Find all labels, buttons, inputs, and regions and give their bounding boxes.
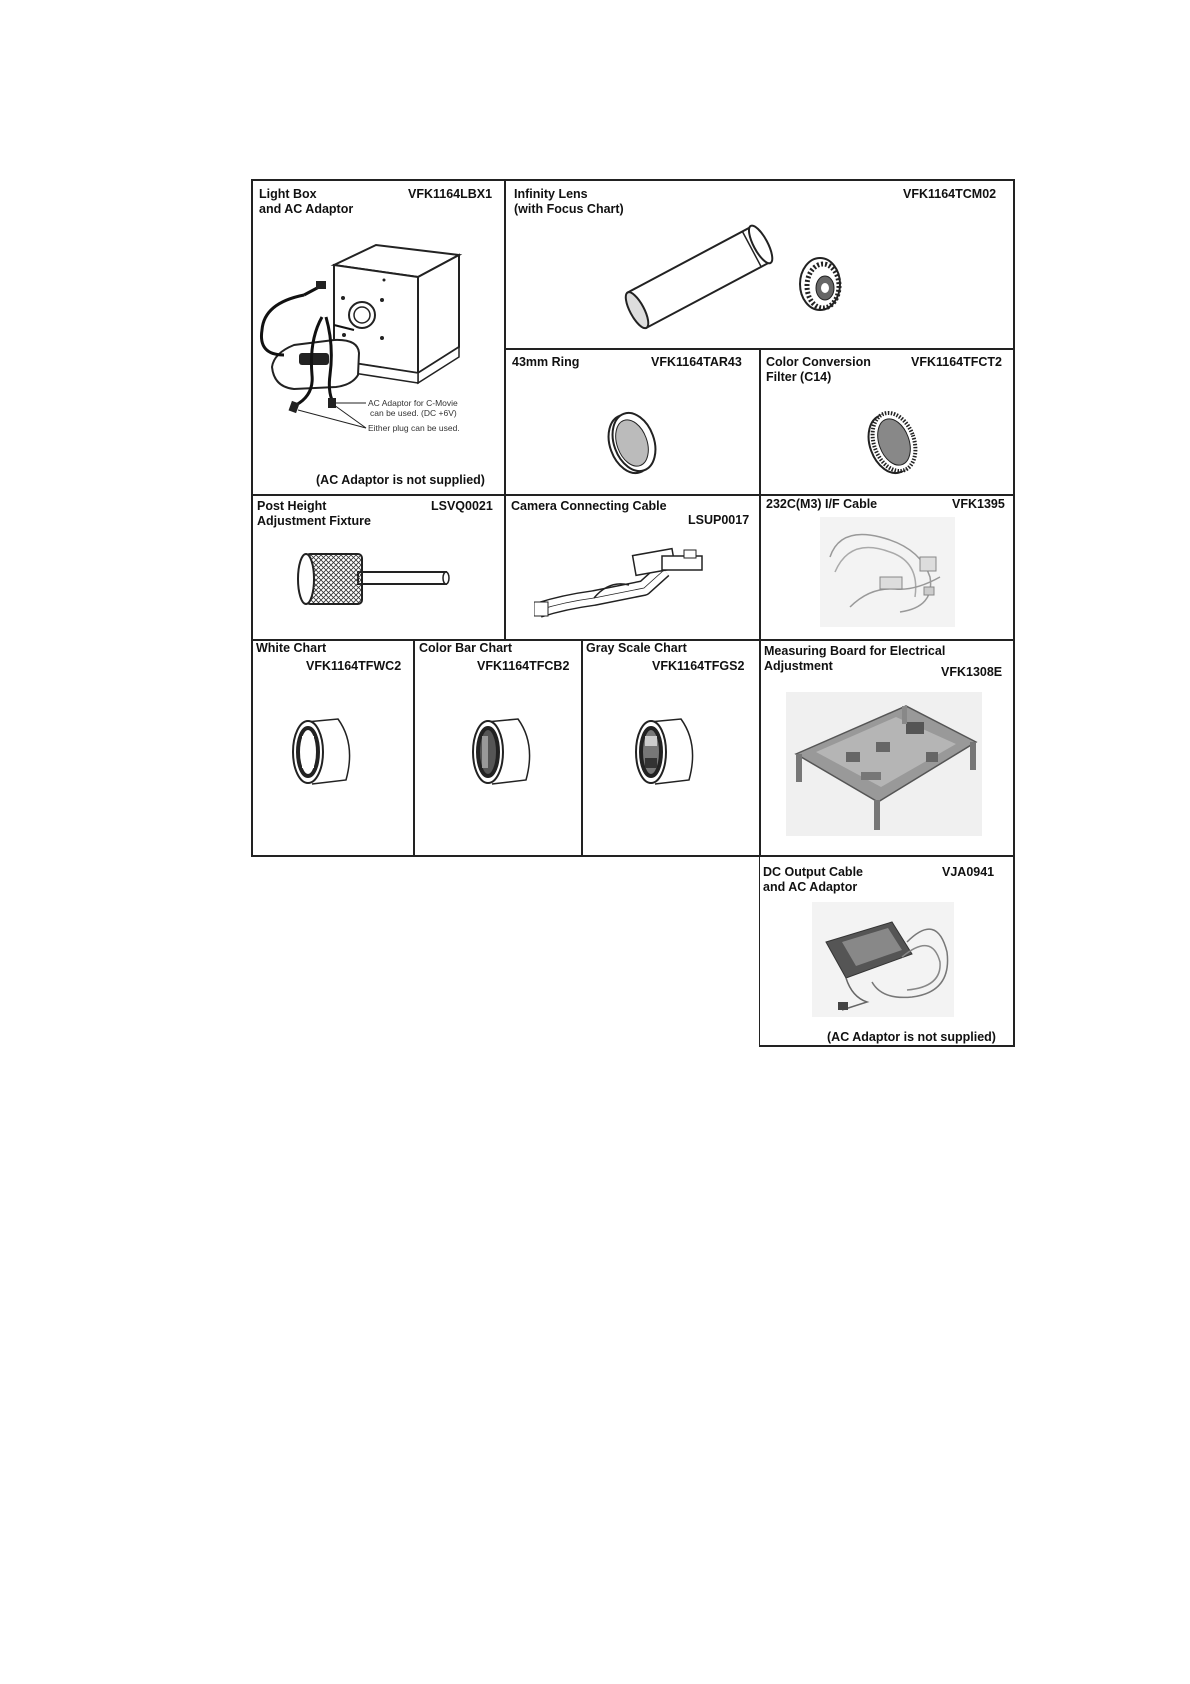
measuring-board-name: Measuring Board for Electrical Adjustment [764, 644, 946, 673]
dc-output-cable-name: DC Output Cable and AC Adaptor [763, 865, 863, 894]
white-chart-illustration [290, 714, 360, 789]
light-box-name: Light Box and AC Adaptor [259, 187, 354, 216]
post-height-fixture-name: Post Height Adjustment Fixture [257, 499, 371, 528]
measuring-board-code: VFK1308E [941, 665, 1003, 679]
table-rule [413, 639, 415, 857]
if-cable-name: 232C(M3) I/F Cable [766, 497, 878, 511]
infinity-lens-code: VFK1164TCM02 [903, 187, 997, 201]
gray-scale-chart-code: VFK1164TFGS2 [652, 659, 745, 673]
color-conversion-filter-illustration [862, 408, 922, 478]
if-cable-photo [820, 517, 955, 627]
light-box-callout-1: AC Adaptor for C-Movie can be used. (DC +6V) [368, 398, 458, 418]
camera-cable-illustration [534, 540, 714, 625]
light-box-callout-2: Either plug can be used. [368, 423, 460, 433]
color-bar-chart-illustration [470, 714, 540, 789]
table-rule [504, 179, 506, 640]
if-cable-code: VFK1395 [952, 497, 1005, 511]
color-conversion-filter-code: VFK1164TFCT2 [911, 355, 1003, 369]
color-conversion-filter-name: Color Conversion Filter (C14) [766, 355, 871, 384]
table-rule [504, 348, 1015, 350]
camera-cable-code: LSUP0017 [688, 513, 750, 527]
dc-output-cable-note: (AC Adaptor is not supplied) [827, 1030, 996, 1044]
infinity-lens-name: Infinity Lens (with Focus Chart) [514, 187, 624, 216]
light-box-code: VFK1164LBX1 [408, 187, 493, 201]
measuring-board-photo [786, 692, 982, 836]
white-chart-code: VFK1164TFWC2 [306, 659, 402, 673]
camera-cable-name: Camera Connecting Cable [511, 499, 667, 513]
color-bar-chart-code: VFK1164TFCB2 [477, 659, 570, 673]
ring-43mm-name: 43mm Ring [512, 355, 580, 369]
gray-scale-chart-name: Gray Scale Chart [586, 641, 687, 655]
white-chart-name: White Chart [256, 641, 327, 655]
gray-scale-chart-illustration [633, 714, 703, 789]
post-height-fixture-illustration [296, 550, 451, 610]
table-rule [759, 348, 761, 857]
infinity-lens-illustration [620, 222, 870, 340]
ring-43mm-illustration [602, 408, 662, 478]
dc-output-cable-code: VJA0941 [942, 865, 995, 879]
color-bar-chart-name: Color Bar Chart [419, 641, 513, 655]
light-box-note: (AC Adaptor is not supplied) [316, 473, 485, 487]
table-rule [581, 639, 583, 857]
dc-output-cable-photo [812, 902, 954, 1017]
ring-43mm-code: VFK1164TAR43 [651, 355, 742, 369]
table-rule [251, 494, 1015, 496]
post-height-fixture-code: LSVQ0021 [431, 499, 493, 513]
